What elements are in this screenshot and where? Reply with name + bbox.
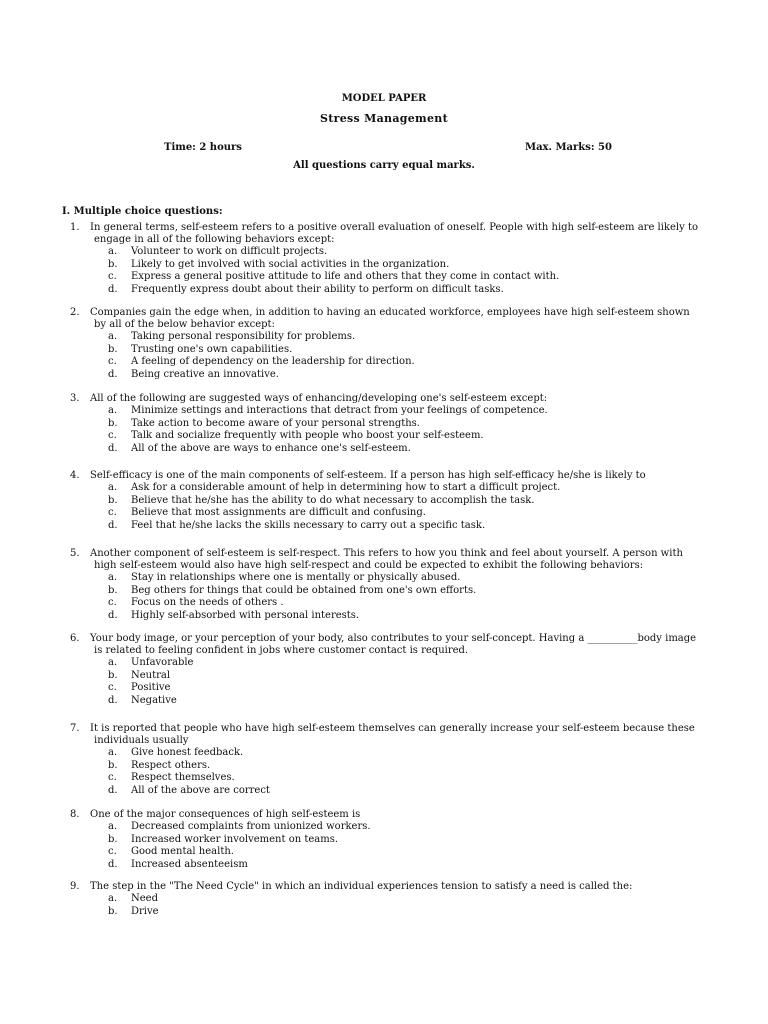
question-text: Another component of self-esteem is self-respect. This refers to how you think and feel about yourself. A person with [90, 548, 683, 559]
option-letter: d. [108, 784, 118, 796]
answer-option [70, 772, 690, 785]
option-text: All of the above are correct [131, 784, 270, 796]
option-letter: b. [108, 258, 118, 270]
answer-option [70, 846, 690, 859]
question-4 [70, 470, 690, 532]
option-text: Highly self-absorbed with personal interests. [131, 609, 360, 621]
question-line [70, 307, 690, 319]
option-letter: a. [108, 747, 118, 758]
answer-option [70, 859, 690, 872]
option-text: Drive [131, 905, 159, 917]
option-letter: d. [108, 519, 118, 531]
question-text: Companies gain the edge when, in addition to having an educated workforce, employees have high self-esteem shown [90, 307, 690, 318]
option-letter: d. [108, 858, 118, 870]
question-text: The step in the "The Need Cycle" in which an individual experiences tension to satisfy a need is called the: [90, 881, 633, 892]
option-letter: b. [108, 669, 118, 681]
answer-option [70, 520, 690, 533]
answer-option [70, 821, 690, 834]
answer-option [70, 760, 690, 773]
option-text: Take action to become aware of your personal strengths. [131, 417, 420, 429]
option-letter: c. [108, 682, 117, 693]
question-number: 9. [70, 881, 80, 892]
question-number: 3. [70, 393, 80, 404]
question-text: Self-efficacy is one of the main components of self-esteem. If a person has high self-efficacy he/she is likely to [90, 470, 646, 481]
option-letter: b. [108, 494, 118, 506]
question-line [70, 809, 690, 821]
answer-option [70, 482, 690, 495]
question-3 [70, 393, 690, 455]
question-line [70, 723, 695, 735]
option-letter: b. [108, 833, 118, 845]
answer-option [70, 747, 690, 760]
question-text: Your body image, or your perception of your body, also contributes to your self-concept. Having a __________body image [90, 633, 697, 644]
section-heading: I. Multiple choice questions: [62, 206, 223, 217]
answer-option [70, 785, 690, 798]
option-text: Trusting one's own capabilities. [131, 343, 293, 355]
question-number: 8. [70, 809, 80, 820]
option-text: Express a general positive attitude to life and others that they come in contact with. [131, 271, 560, 282]
option-text: Negative [131, 694, 177, 706]
answer-option [70, 572, 690, 585]
answer-option [70, 695, 690, 708]
answer-option [70, 259, 690, 272]
max-marks: Max. Marks: 50 [525, 142, 612, 153]
option-letter: a. [108, 405, 118, 416]
answer-option [70, 344, 690, 357]
option-text: Being creative an innovative. [131, 368, 279, 380]
question-line [70, 548, 690, 560]
question-text-continued: engage in all of the following behaviors except: [94, 234, 335, 245]
question-7 [70, 723, 695, 797]
option-text: Feel that he/she lacks the skills necessary to carry out a specific task. [131, 519, 486, 531]
question-line [70, 393, 690, 405]
option-text: Neutral [131, 669, 171, 681]
option-letter: b. [108, 417, 118, 429]
answer-option [70, 369, 690, 382]
instructions: All questions carry equal marks. [293, 160, 475, 171]
option-text: Taking personal responsibility for problems. [131, 331, 356, 342]
question-number: 7. [70, 723, 80, 734]
answer-option [70, 331, 690, 344]
option-text: Believe that he/she has the ability to do what necessary to accomplish the task. [131, 494, 535, 506]
option-text: Give honest feedback. [131, 747, 244, 758]
answer-option [70, 271, 690, 284]
option-text: Respect others. [131, 759, 211, 771]
answer-option [70, 682, 690, 695]
answer-option [70, 670, 690, 683]
question-text-continued: individuals usually [94, 735, 189, 746]
option-text: Decreased complaints from unionized workers. [131, 821, 371, 832]
question-line [70, 222, 698, 234]
answer-option [70, 405, 690, 418]
option-text: Frequently express doubt about their ability to perform on difficult tasks. [131, 283, 504, 295]
answer-option [70, 284, 690, 297]
option-letter: a. [108, 572, 118, 583]
option-letter: a. [108, 657, 118, 668]
paper-title: MODEL PAPER [341, 93, 427, 104]
question-text-continued: is related to feeling confident in jobs where customer contact is required. [94, 645, 469, 656]
option-text: Good mental health. [131, 846, 234, 857]
question-number: 4. [70, 470, 80, 481]
option-text: Likely to get involved with social activities in the organization. [131, 258, 450, 270]
answer-option [70, 418, 690, 431]
option-letter: c. [108, 430, 117, 441]
option-letter: a. [108, 893, 118, 904]
option-letter: a. [108, 331, 118, 342]
question-line [70, 470, 690, 482]
answer-option [70, 430, 690, 443]
option-letter: c. [108, 772, 117, 783]
option-letter: b. [108, 584, 118, 596]
question-5 [70, 548, 690, 622]
answer-option [70, 246, 690, 259]
question-text: All of the following are suggested ways of enhancing/developing one's self-esteem except: [90, 393, 548, 404]
option-text: Talk and socialize frequently with people who boost your self-esteem. [131, 430, 484, 441]
question-text-continued: by all of the below behavior except: [94, 319, 275, 330]
option-text: Unfavorable [131, 657, 194, 668]
question-6 [70, 633, 697, 707]
option-text: Minimize settings and interactions that detract from your feelings of competence. [131, 405, 548, 416]
question-number: 1. [70, 222, 80, 233]
option-text: Respect themselves. [131, 772, 235, 783]
option-letter: d. [108, 609, 118, 621]
answer-option [70, 507, 690, 520]
option-letter: a. [108, 246, 118, 257]
answer-option [70, 657, 690, 670]
option-text: All of the above are ways to enhance one's self-esteem. [131, 442, 411, 454]
answer-option [70, 893, 690, 906]
paper-subject: Stress Management [320, 112, 448, 125]
exam-time: Time: 2 hours [164, 142, 242, 153]
question-1 [70, 222, 698, 296]
option-letter: a. [108, 482, 118, 493]
answer-option [70, 495, 690, 508]
option-text: Increased absenteeism [131, 858, 248, 870]
question-8 [70, 809, 690, 871]
option-letter: b. [108, 905, 118, 917]
option-letter: d. [108, 368, 118, 380]
option-letter: c. [108, 507, 117, 518]
option-letter: d. [108, 442, 118, 454]
option-text: Ask for a considerable amount of help in determining how to start a difficult project. [131, 482, 561, 493]
option-text: Beg others for things that could be obtained from one's own efforts. [131, 584, 477, 596]
option-letter: c. [108, 846, 117, 857]
question-text: One of the major consequences of high self-esteem is [90, 809, 361, 820]
question-text-continued: high self-esteem would also have high self-respect and could be expected to exhibit the following behaviors: [94, 560, 644, 571]
option-letter: c. [108, 356, 117, 367]
question-number: 2. [70, 307, 80, 318]
answer-option [70, 610, 690, 623]
answer-option [70, 356, 690, 369]
question-number: 5. [70, 548, 80, 559]
question-line [70, 633, 697, 645]
answer-option [70, 834, 690, 847]
question-text: It is reported that people who have high self-esteem themselves can generally increase your self-esteem because these [90, 723, 695, 734]
question-text: In general terms, self-esteem refers to a positive overall evaluation of oneself. People with high self-esteem are likely to [90, 222, 698, 233]
option-letter: d. [108, 694, 118, 706]
answer-option [70, 597, 690, 610]
option-letter: b. [108, 759, 118, 771]
question-9 [70, 881, 690, 918]
option-text: Volunteer to work on difficult projects. [131, 246, 328, 257]
option-text: Believe that most assignments are difficult and confusing. [131, 507, 426, 518]
option-letter: c. [108, 271, 117, 282]
option-text: Need [131, 893, 158, 904]
option-text: Stay in relationships where one is mentally or physically abused. [131, 572, 461, 583]
option-letter: b. [108, 343, 118, 355]
option-text: Positive [131, 682, 171, 693]
option-text: A feeling of dependency on the leadership for direction. [131, 356, 415, 367]
option-text: Increased worker involvement on teams. [131, 833, 339, 845]
option-letter: a. [108, 821, 118, 832]
answer-option [70, 443, 690, 456]
answer-option [70, 585, 690, 598]
option-text: Focus on the needs of others . [131, 597, 284, 608]
option-letter: d. [108, 283, 118, 295]
option-letter: c. [108, 597, 117, 608]
answer-option [70, 906, 690, 919]
question-2 [70, 307, 690, 381]
question-line [70, 881, 690, 893]
question-number: 6. [70, 633, 80, 644]
